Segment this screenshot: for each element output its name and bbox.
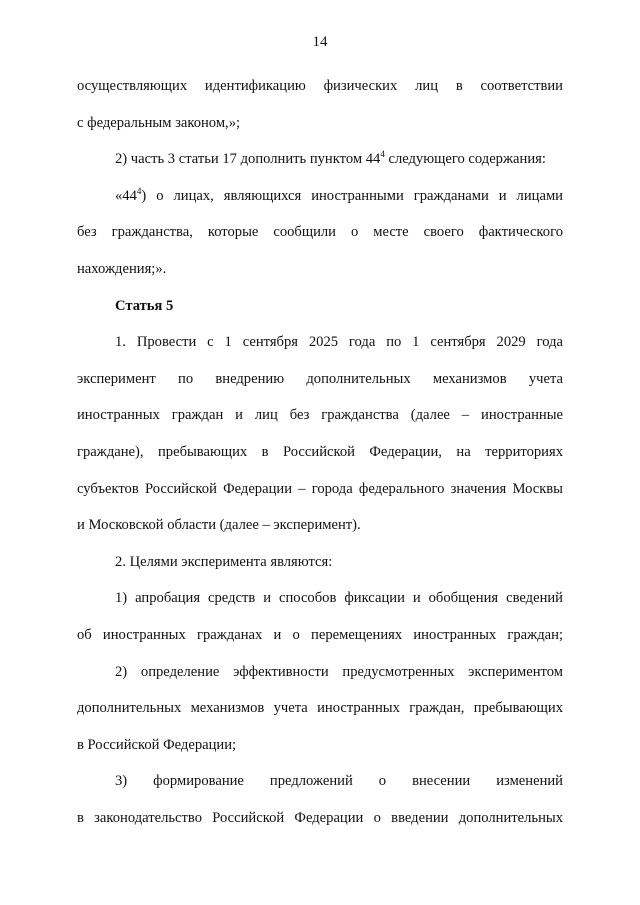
text-line: граждане), пребывающих в Российской Федерации, на территориях (77, 443, 563, 460)
superscript: 4 (136, 185, 142, 196)
text-line: субъектов Российской Федерации – города федерального значения Москвы (77, 480, 563, 497)
quoted-item-text: ) о лицах, являющихся иностранными гражданами и лицами (141, 187, 563, 204)
amendment-text: 2) часть 3 статьи 17 дополнить пунктом 44 (115, 151, 381, 168)
text-line: иностранных граждан и лиц без гражданства (далее – иностранные (77, 407, 563, 424)
text-line: 2) определение эффективности предусмотренных экспериментом (115, 663, 563, 680)
text-line: в законодательство Российской Федерации о введении дополнительных (77, 809, 563, 826)
article-heading: Статья 5 (115, 297, 174, 314)
text-line: дополнительных механизмов учета иностранных граждан, пребывающих (77, 700, 563, 717)
text-line: 3) формирование предложений о внесении изменений (115, 773, 563, 790)
text-line: об иностранных гражданах и о перемещениях иностранных граждан; (77, 626, 563, 643)
text-line: нахождения;». (77, 260, 167, 277)
document-body (77, 75, 563, 843)
quoted-item-line (77, 185, 563, 222)
page-number: 14 (312, 34, 328, 50)
text-line: 2. Целями эксперимента являются: (115, 553, 333, 570)
superscript: 4 (380, 149, 385, 160)
text-line: без гражданства, которые сообщили о месте своего фактического (77, 224, 563, 241)
text-line: 1) апробация средств и способов фиксации и обобщения сведений (115, 590, 563, 607)
amendment-text: следующего содержания: (384, 151, 546, 168)
amendment-line (77, 148, 563, 185)
text-line: в Российской Федерации; (77, 736, 237, 753)
text-line: и Московской области (далее – эксперимент). (77, 517, 361, 534)
quoted-item-text: «44 (115, 187, 137, 204)
text-line: 1. Провести с 1 сентября 2025 года по 1 сентября 2029 года (115, 334, 563, 351)
text-line: осуществляющих идентификацию физических лиц в соответствии (77, 78, 563, 94)
text-line: с федеральным законом,»; (77, 114, 241, 131)
text-line: эксперимент по внедрению дополнительных механизмов учета (77, 370, 563, 387)
